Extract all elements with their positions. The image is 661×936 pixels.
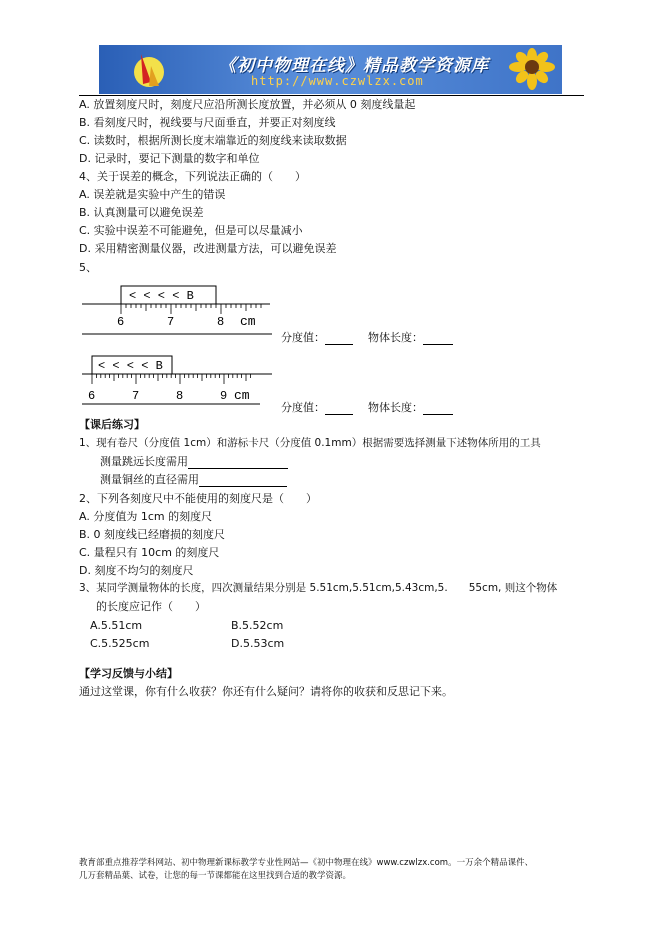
footer-line-1: 教育部重点推荐学科网站、初中物理新课标教学专业性网站—《初中物理在线》www.czwlzx.com。一万余个精品课件、 [79, 858, 534, 868]
section-heading-after-class: 【课后练习】 [79, 418, 145, 431]
feedback-prompt: 通过这堂课，你有什么收获？你还有什么疑问？请将你的收获和反思记下来。 [79, 685, 453, 698]
ruler-tick-label: 6 [117, 315, 125, 329]
exercise-3: 3、某同学测量物体的长度，四次测量结果分别是 5.51cm,5.51cm,5.43cm,5. 55cm, 则这个物体 [79, 582, 558, 594]
q4-option-c: C. 实验中误差不可能避免，但是可以尽量减小 [79, 224, 303, 237]
ruler-tick-label: 7 [132, 389, 140, 403]
ruler-unit-label: cm [234, 388, 250, 403]
exercise-3-option-b: B.5.52cm [231, 619, 284, 632]
question-5: 5、 [79, 261, 97, 274]
exercise-3-option-c: C.5.525cm [90, 637, 150, 650]
exercise-1-line-2 [100, 472, 287, 487]
ruler-diagram-2 [82, 355, 272, 411]
q5-division-label-1: 分度值： [281, 331, 325, 344]
exercise-2-option-c: C. 量程只有 10cm 的刻度尺 [79, 546, 220, 559]
answer-blank[interactable] [199, 474, 287, 487]
exercise-2-option-a: A. 分度值为 1cm 的刻度尺 [79, 510, 213, 523]
sunflower-icon [492, 45, 562, 94]
exercise-1-line-1 [100, 454, 288, 469]
ruler-unit-label: cm [240, 314, 256, 329]
answer-blank[interactable] [423, 332, 453, 345]
q4-option-d: D. 采用精密测量仪器，改进测量方法，可以避免误差 [79, 242, 337, 255]
option-a: A. 放置刻度尺时，刻度尺应沿所测长度放置，并必须从 0 刻度线量起 [79, 98, 416, 111]
section-heading-feedback: 【学习反馈与小结】 [79, 667, 178, 680]
ruler-block-label-2: < < < < B [98, 359, 163, 373]
exercise-2-option-b: B. 0 刻度线已经磨损的刻度尺 [79, 528, 226, 541]
logo-icon [129, 48, 169, 92]
exercise-3-option-a: A.5.51cm [90, 619, 143, 632]
q4-option-a: A. 误差就是实验中产生的错误 [79, 188, 226, 201]
q5-division-label-2: 分度值： [281, 401, 325, 414]
banner-title: 《初中物理在线》精品教学资源库 [219, 56, 489, 76]
ruler-diagram-1 [82, 283, 272, 343]
option-b: B. 看刻度尺时，视线要与尺面垂直，并要正对刻度线 [79, 116, 336, 129]
exercise-3-option-d: D.5.53cm [231, 637, 285, 650]
banner-url: http://www.czwlzx.com [251, 74, 424, 88]
ruler-tick-label: 7 [167, 315, 175, 329]
exercise-2: 2、下列各刻度尺中不能使用的刻度尺是（ ） [79, 492, 317, 505]
ruler-tick-label: 8 [176, 389, 184, 403]
option-d: D. 记录时，要记下测量的数字和单位 [79, 152, 260, 165]
footer-line-2: 几万套精品葉、试卷，让您的每一节课都能在这里找到合适的教学资源。 [79, 871, 352, 881]
q5-length-label-1: 物体长度： [368, 331, 423, 344]
answer-blank[interactable] [325, 332, 353, 345]
ruler-tick-label: 8 [217, 315, 225, 329]
option-c: C. 读数时，根据所测长度末端靠近的刻度线来读取数据 [79, 134, 347, 147]
ruler-block-label-1: < < < < B [129, 289, 194, 303]
ruler-tick-label: 9 [220, 389, 228, 403]
answer-blank[interactable] [423, 402, 453, 415]
exercise-2-option-d: D. 刻度不均匀的刻度尺 [79, 564, 194, 577]
answer-blank[interactable] [188, 456, 288, 469]
exercise-3-line-2: 的长度应记作（ ） [96, 600, 206, 613]
ruler-tick-label: 6 [88, 389, 96, 403]
q5-field-row-2 [281, 400, 453, 415]
question-4: 4、关于误差的概念，下列说法正确的（ ） [79, 170, 306, 183]
q4-option-b: B. 认真测量可以避免误差 [79, 206, 204, 219]
q5-length-label-2: 物体长度： [368, 401, 423, 414]
exercise-1: 1、现有卷尺（分度值 1cm）和游标卡尺（分度值 0.1mm）根据需要选择测量下述物体所用的工具 [79, 437, 541, 449]
q5-field-row-1 [281, 330, 453, 345]
header-rule [79, 95, 584, 96]
answer-blank[interactable] [325, 402, 353, 415]
exercise-1-prompt-2: 测量铜丝的直径需用 [100, 473, 199, 486]
exercise-1-prompt-1: 测量跳远长度需用 [100, 455, 188, 468]
header-banner [99, 45, 562, 94]
